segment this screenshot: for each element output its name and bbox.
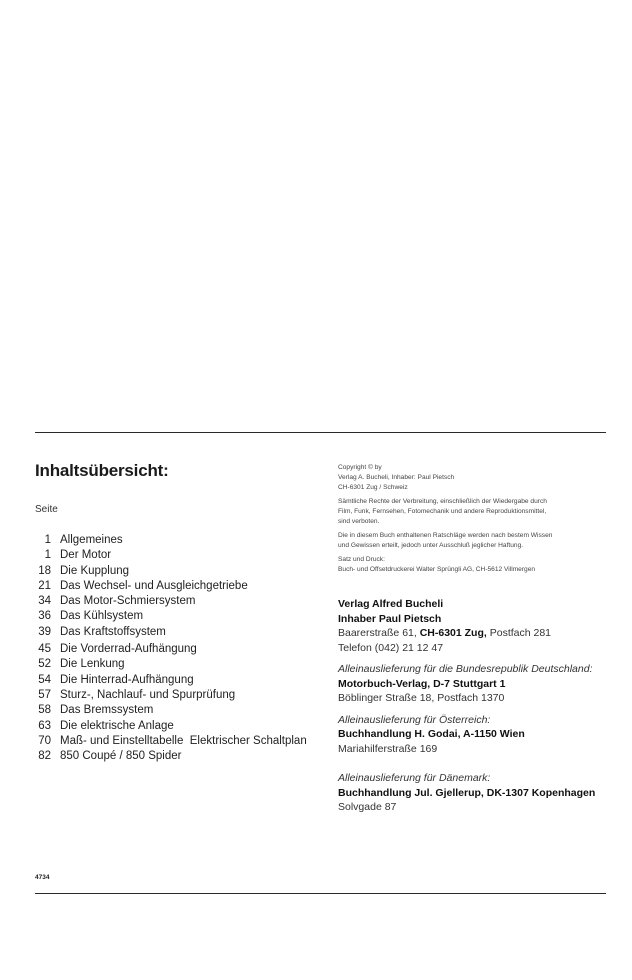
toc-title: Die elektrische Anlage (60, 719, 174, 732)
toc-page: 18 (38, 564, 51, 577)
distribution-dk-name: Buchhandlung Jul. Gjellerup, DK-1307 Kopenhagen (338, 786, 596, 799)
disclaimer-line: Die in diesem Buch enthaltenen Ratschläge werden nach bestem Wissen (338, 532, 553, 539)
toc-title: Das Kühlsystem (60, 610, 144, 623)
toc-item (35, 594, 335, 609)
toc-page: 36 (38, 610, 51, 623)
toc-item (35, 688, 335, 703)
publisher-name: Verlag Alfred Bucheli (338, 598, 444, 610)
toc-item (35, 548, 335, 563)
toc-page: 70 (38, 734, 51, 747)
toc-item (35, 703, 335, 718)
page-column-label: Seite (35, 504, 58, 515)
imprint-location: CH-6301 Zug / Schweiz (338, 484, 408, 491)
toc-page: 1 (44, 534, 51, 546)
toc-title: Allgemeines (60, 534, 123, 546)
toc-title: Die Lenkung (60, 658, 125, 671)
print-label: Satz und Druck: (338, 556, 385, 563)
toc-heading: Inhaltsübersicht: (35, 461, 169, 480)
toc-item (35, 749, 335, 764)
toc-title: Die Kupplung (60, 564, 130, 577)
address-postbox: Postfach 281 (486, 627, 552, 639)
toc-title: Maß- und Einstelltabelle Elektrischer Schaltplan (60, 734, 307, 747)
toc-item (35, 609, 335, 624)
distribution-dk-label: Alleinauslieferung für Dänemark: (338, 772, 491, 784)
distribution-de-address: Böblinger Straße 18, Postfach 1370 (338, 692, 505, 704)
toc-title: Die Vorderrad-Aufhängung (60, 643, 197, 656)
toc-item (35, 642, 335, 657)
imprint-publisher: Verlag A. Bucheli, Inhaber: Paul Pietsch (338, 474, 455, 481)
toc-page: 63 (38, 719, 51, 732)
toc-title: Das Kraftstoffsystem (60, 625, 166, 638)
distribution-at-name: Buchhandlung H. Godai, A-1150 Wien (338, 728, 525, 740)
toc-title: Sturz-, Nachlauf- und Spurprüfung (60, 688, 236, 701)
distribution-at-address: Mariahilferstraße 169 (338, 742, 438, 755)
toc-page: 58 (38, 704, 51, 717)
toc-page: 1 (44, 549, 51, 562)
toc-page: 57 (38, 688, 51, 701)
toc-title: Die Hinterrad-Aufhängung (60, 673, 194, 686)
distribution-dk-address: Solvgade 87 (338, 801, 397, 813)
toc-title: Der Motor (60, 549, 112, 562)
imprint (338, 463, 618, 579)
toc-item (35, 564, 335, 579)
publisher-address (338, 626, 623, 641)
print-code: 4734 (35, 874, 50, 881)
toc-item (35, 719, 335, 734)
toc-title: Das Bremssystem (60, 704, 154, 717)
toc-title: 850 Coupé / 850 Spider (60, 750, 182, 763)
toc-page: 34 (38, 595, 51, 608)
address-city: CH-6301 Zug, (419, 627, 487, 639)
toc-item (35, 673, 335, 688)
address-street: Baarerstraße 61, (338, 627, 420, 639)
rights-line: Film, Funk, Fernsehen, Fotomechanik und andere Reproduktionsmittel, (338, 508, 547, 515)
distribution-de-label: Alleinauslieferung für die Bundesrepublik Deutschland: (338, 663, 593, 675)
publisher-phone: Telefon (042) 21 12 47 (338, 641, 444, 654)
rights-line: Sämtliche Rechte der Verbreitung, einschließlich der Wiedergabe durch (338, 498, 547, 505)
toc-page: 52 (38, 658, 51, 671)
toc-title: Das Wechsel- und Ausgleichgetriebe (60, 579, 248, 592)
toc-item (35, 734, 335, 749)
top-rule (35, 432, 606, 433)
toc-item (35, 657, 335, 672)
toc-item (35, 625, 335, 640)
copyright-line: Copyright © by (338, 464, 382, 471)
toc-list (35, 533, 335, 764)
toc-page: 54 (38, 673, 51, 686)
publisher-block (338, 597, 623, 815)
publisher-owner: Inhaber Paul Pietsch (338, 612, 442, 625)
toc-item (35, 533, 335, 548)
bottom-rule (35, 893, 606, 894)
toc-page: 21 (38, 579, 51, 592)
printer-line: Buch- und Offsetdruckerei Walter Sprüngli AG, CH-5612 Villmergen (338, 566, 536, 573)
toc-title: Das Motor-Schmiersystem (60, 595, 196, 608)
toc-item (35, 579, 335, 594)
rights-line: sind verboten. (338, 518, 380, 525)
toc-page: 82 (38, 750, 51, 763)
toc-page: 45 (38, 643, 51, 656)
disclaimer-line: und Gewissen erteilt, jedoch unter Ausschluß jeglicher Haftung. (338, 542, 524, 549)
distribution-de-name: Motorbuch-Verlag, D-7 Stuttgart 1 (338, 677, 506, 690)
distribution-at-label: Alleinauslieferung für Österreich: (338, 713, 491, 726)
toc-page: 39 (38, 625, 51, 638)
